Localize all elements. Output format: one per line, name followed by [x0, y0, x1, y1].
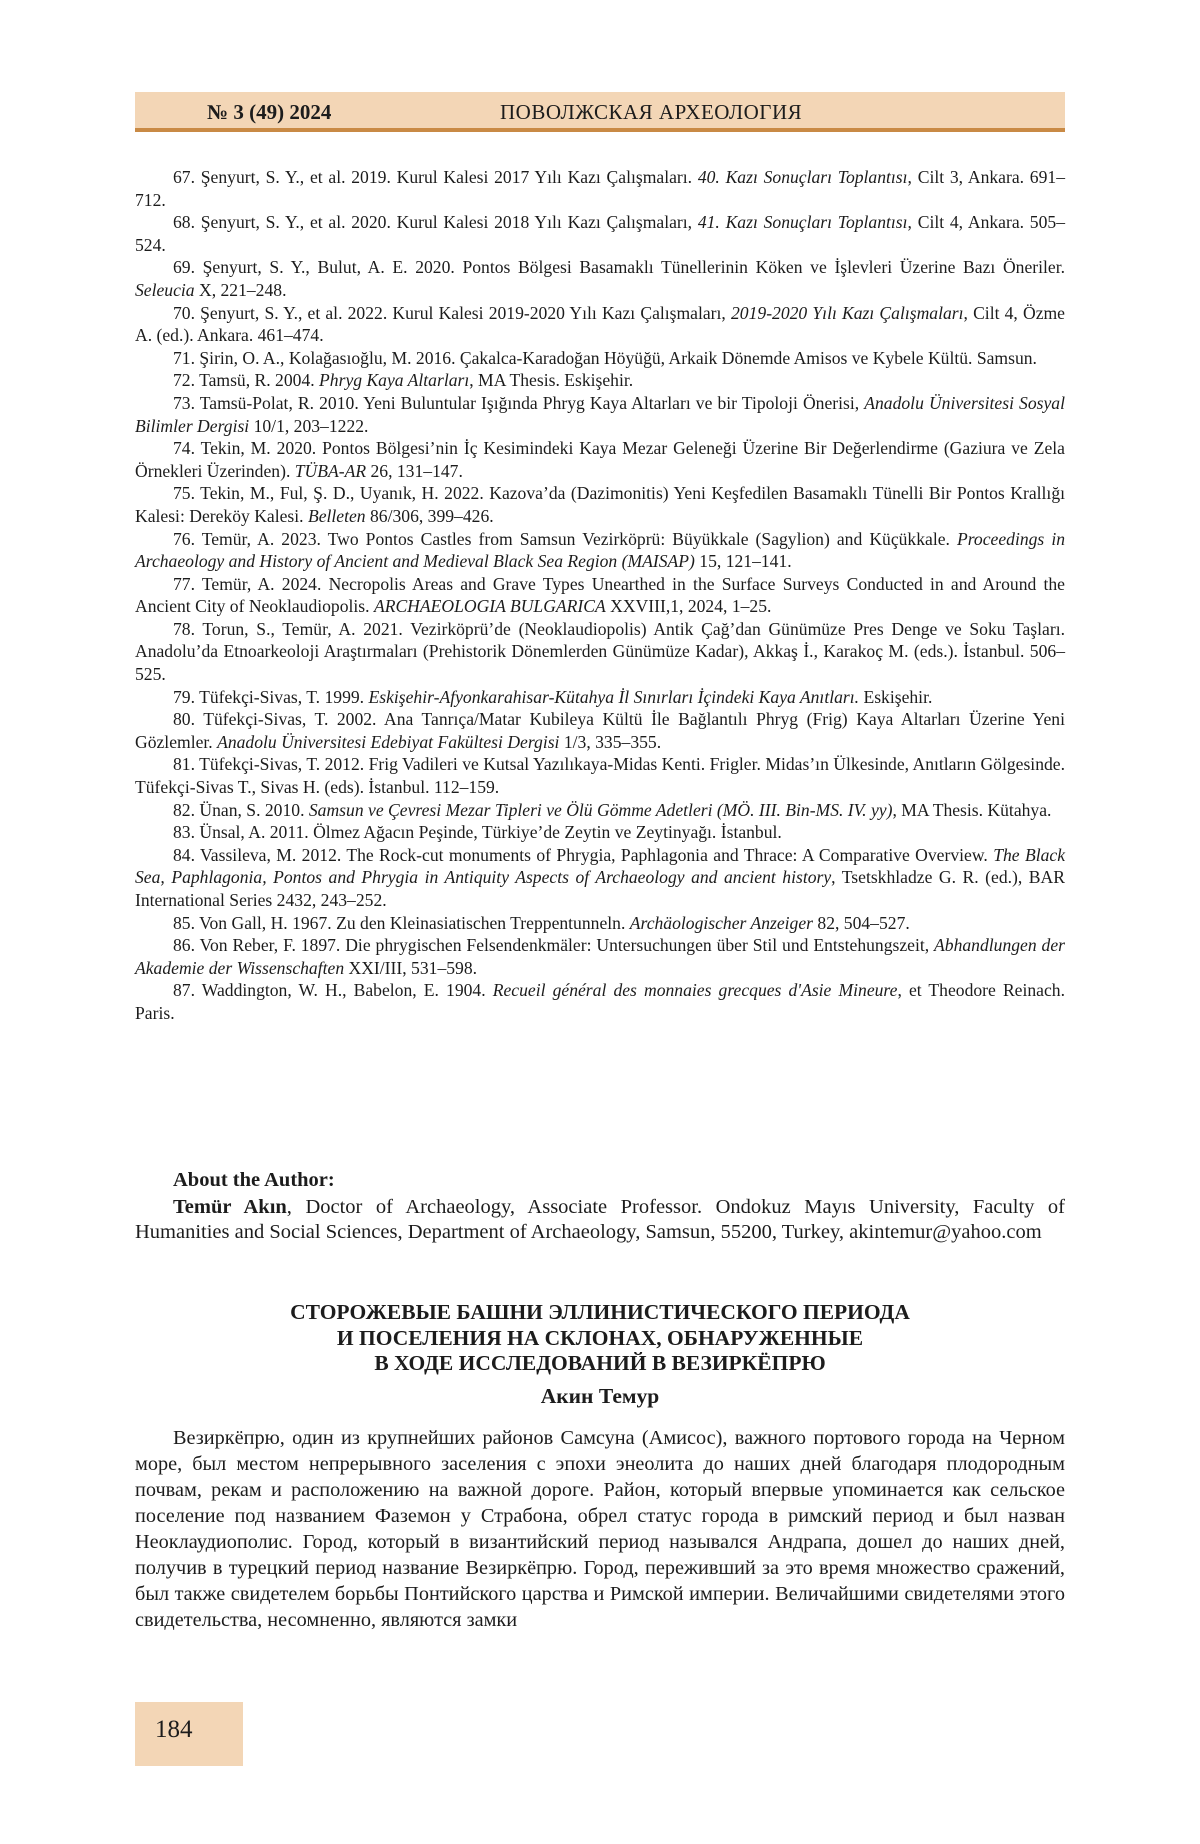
reference-source-title: ARCHAEOLOGIA BULGARICA — [374, 596, 606, 616]
reference-source-title: 2019-2020 Yılı Kazı Çalışmaları — [731, 303, 964, 323]
running-header — [135, 92, 1065, 132]
reference-source-title: Abhandlungen der Akademie der Wissenschaften — [135, 935, 1065, 978]
reference-details: , MA Thesis. Kütahya. — [892, 800, 1051, 820]
reference-text: 69. Şenyurt, S. Y., Bulut, A. E. 2020. Pontos Bölgesi Basamaklı Tünellerinin Köken ve İşlevleri Üzerine Bazı Öneriler. — [173, 257, 1065, 277]
reference-text: 72. Tamsü, R. 2004. — [173, 370, 319, 390]
reference-item — [135, 686, 1065, 709]
reference-text: 80. Tüfekçi-Sivas, T. 2002. Ana Tanrıça/Matar Kubileya Kültü İle Bağlantılı Phryg (Frig) Kaya Altarları Üzerine Yeni Gözlemler. — [135, 709, 1065, 752]
reference-text: 68. Şenyurt, S. Y., et al. 2020. Kurul Kalesi 2018 Yılı Kazı Çalışmaları, — [173, 212, 698, 232]
reference-item — [135, 753, 1065, 798]
reference-text: 74. Tekin, M. 2020. Pontos Bölgesi’nin İç Kesimindeki Kaya Mezar Geleneği Üzerine Bir Değerlendirme (Gaziura ve Zela Örnekleri Üzerinden). — [135, 438, 1065, 481]
reference-item — [135, 618, 1065, 686]
reference-text: 81. Tüfekçi-Sivas, T. 2012. Frig Vadileri ve Kutsal Yazılıkaya-Midas Kenti. Frigler. Midas’ın Ülkesinde, Anıtların Gölgesinde. Tüfekçi-Sivas T., Sivas H. (eds). İstanbul. 112–159. — [135, 754, 1065, 797]
reference-source-title: Anadolu Üniversitesi Edebiyat Fakültesi Dergisi — [217, 732, 559, 752]
page-number-box — [135, 1702, 243, 1766]
reference-details: , Tsetskhladze G. R. (ed.), BAR International Series 2432, 243–252. — [135, 867, 1065, 910]
reference-details: 1/3, 335–355. — [559, 732, 661, 752]
reference-details: 86/306, 399–426. — [366, 506, 494, 526]
reference-source-title: Eskişehir-Afyonkarahisar-Kütahya İl Sınırları İçindeki Kaya Anıtları. — [368, 687, 859, 707]
reference-item — [135, 821, 1065, 844]
title-line-2: И ПОСЕЛЕНИЯ НА СКЛОНАХ, ОБНАРУЖЕННЫЕ — [135, 1326, 1065, 1352]
reference-item — [135, 844, 1065, 912]
reference-item — [135, 347, 1065, 370]
reference-details: 10/1, 203–1222. — [249, 416, 368, 436]
article-title — [135, 1300, 1065, 1409]
reference-item — [135, 392, 1065, 437]
reference-item — [135, 528, 1065, 573]
reference-text: 83. Ünsal, A. 2011. Ölmez Ağacın Peşinde, Türkiye’de Zeytin ve Zeytinyağı. İstanbul. — [173, 822, 782, 842]
reference-details: 15, 121–141. — [695, 551, 792, 571]
reference-source-title: Anadolu Üniversitesi Sosyal Bilimler Dergisi — [135, 393, 1065, 436]
title-line-1: СТОРОЖЕВЫЕ БАШНИ ЭЛЛИНИСТИЧЕСКОГО ПЕРИОДА — [135, 1300, 1065, 1326]
reference-source-title: TÜBA-AR — [295, 461, 366, 481]
reference-source-title: The Black Sea, Paphlagonia, Pontos and Phrygia in Antiquity Aspects of Archaeology and ancient history — [135, 845, 1065, 888]
reference-item — [135, 369, 1065, 392]
abstract-text: Везиркёпрю, один из крупнейших районов Самсуна (Амисос), важного портового города на Черном море, был местом непрерывного заселения с эпохи энеолита до наших дней благодаря плодородным почвам, рекам и расположению на важной дороге. Район, который впервые упоминается как сельское поселение под названием Фаземон у Страбона, обрел статус города в римский период и был назван Неоклаудиополис. Город, который в византийский период назывался Андрапа, дошел до наших дней, получив в турецкий период название Везиркёпрю. Город, переживший за это время множество сражений, был также свидетелем борьбы Понтийского царства и Римской империи. Величайшими свидетелями этого свидетельства, несомненно, являются замки — [135, 1425, 1065, 1633]
author-bio-text: , Doctor of Archaeology, Associate Professor. Ondokuz Mayıs University, Faculty of Humanities and Social Sciences, Department of Archaeology, Samsun, 55200, Turkey, akintemur@yahoo.com — [135, 1196, 1065, 1243]
reference-item — [135, 211, 1065, 256]
reference-item — [135, 256, 1065, 301]
reference-item — [135, 482, 1065, 527]
reference-text: 84. Vassileva, M. 2012. The Rock-cut monuments of Phrygia, Paphlagonia and Thrace: A Comparative Overview. — [173, 845, 993, 865]
journal-title: ПОВОЛЖСКАЯ АРХЕОЛОГИЯ — [500, 100, 802, 125]
reference-item — [135, 302, 1065, 347]
reference-details: , Cilt 4, Özme A. (ed.). Ankara. 461–474. — [135, 303, 1065, 346]
page-number: 184 — [155, 1716, 193, 1744]
reference-list — [135, 166, 1065, 1025]
reference-text: 76. Temür, A. 2023. Two Pontos Castles from Samsun Vezirköprü: Büyükkale (Sagylion) and Küçükkale. — [173, 529, 957, 549]
reference-text: 71. Şirin, O. A., Kolağasıoğlu, M. 2016. Çakalca-Karadoğan Höyüğü, Arkaik Dönemde Amisos ve Kybele Kültü. Samsun. — [173, 348, 1037, 368]
reference-source-title: Archäologischer Anzeiger — [630, 913, 813, 933]
reference-text: 79. Tüfekçi-Sivas, T. 1999. — [173, 687, 368, 707]
reference-item — [135, 934, 1065, 979]
reference-details: 82, 504–527. — [813, 913, 910, 933]
reference-text: 73. Tamsü-Polat, R. 2010. Yeni Buluntular Işığında Phryg Kaya Altarları ve bir Tipoloji Önerisi, — [173, 393, 864, 413]
author-bio — [135, 1195, 1065, 1245]
reference-source-title: Belleten — [308, 506, 366, 526]
reference-details: XXVIII,1, 2024, 1–25. — [606, 596, 772, 616]
reference-text: 75. Tekin, M., Ful, Ş. D., Uyanık, H. 2022. Kazova’da (Dazimonitis) Yeni Keşfedilen Basamaklı Tünelli Bir Pontos Krallığı Kalesi: Dereköy Kalesi. — [135, 483, 1065, 526]
reference-source-title: Samsun ve Çevresi Mezar Tipleri ve Ölü Gömme Adetleri (MÖ. III. Bin-MS. IV. yy) — [309, 800, 893, 820]
reference-item — [135, 166, 1065, 211]
reference-details: Eskişehir. — [859, 687, 932, 707]
reference-text: 77. Temür, A. 2024. Necropolis Areas and Grave Types Unearthed in the Surface Surveys Conducted in and Around the Ancient City of Neoklaudiopolis. — [135, 574, 1065, 617]
article-author: Акин Темур — [135, 1384, 1065, 1410]
reference-source-title: Phryg Kaya Altarları — [319, 370, 469, 390]
reference-item — [135, 437, 1065, 482]
reference-text: 78. Torun, S., Temür, A. 2021. Vezirköprü’de (Neoklaudiopolis) Antik Çağ’dan Günümüze Pres Denge ve Soku Taşları. Anadolu’da Etnoarkeoloji Araştırmaları (Prehistorik Dönemlerden Günümüze Kadar), Akkaş İ., Karakoç M. (eds.). İstanbul. 506–525. — [135, 619, 1065, 684]
reference-text: 87. Waddington, W. H., Babelon, E. 1904. — [173, 980, 493, 1000]
reference-text: 70. Şenyurt, S. Y., et al. 2022. Kurul Kalesi 2019-2020 Yılı Kazı Çalışmaları, — [173, 303, 731, 323]
issue-number: № 3 (49) 2024 — [207, 100, 331, 125]
reference-source-title: Seleucia — [135, 280, 195, 300]
reference-details: X, 221–248. — [195, 280, 287, 300]
author-name: Temür Akın — [173, 1196, 287, 1218]
reference-details: , et Theodore Reinach. Paris. — [135, 980, 1065, 1023]
about-author-section — [135, 1168, 1065, 1245]
title-line-3: В ХОДЕ ИССЛЕДОВАНИЙ В ВЕЗИРКЁПРЮ — [135, 1351, 1065, 1377]
reference-item — [135, 912, 1065, 935]
reference-text: 85. Von Gall, H. 1967. Zu den Kleinasiatischen Treppentunneln. — [173, 913, 630, 933]
reference-source-title: 40. Kazı Sonuçları Toplantısı — [698, 167, 908, 187]
reference-text: 82. Ünan, S. 2010. — [173, 800, 309, 820]
reference-details: , MA Thesis. Eskişehir. — [469, 370, 633, 390]
reference-source-title: Recueil général des monnaies grecques d'Asie Mineure — [493, 980, 898, 1000]
reference-item — [135, 799, 1065, 822]
reference-details: XXI/III, 531–598. — [344, 958, 477, 978]
reference-item — [135, 573, 1065, 618]
reference-text: 67. Şenyurt, S. Y., et al. 2019. Kurul Kalesi 2017 Yılı Kazı Çalışmaları. — [173, 167, 698, 187]
reference-item — [135, 979, 1065, 1024]
reference-text: 86. Von Reber, F. 1897. Die phrygischen Felsendenkmäler: Untersuchungen über Stil und Entstehungszeit, — [173, 935, 934, 955]
reference-details: , Cilt 4, Ankara. 505–524. — [135, 212, 1065, 255]
reference-source-title: 41. Kazı Sonuçları Toplantısı — [698, 212, 908, 232]
about-author-heading: About the Author: — [135, 1168, 1065, 1193]
reference-item — [135, 708, 1065, 753]
reference-details: 26, 131–147. — [366, 461, 463, 481]
reference-source-title: Proceedings in Archaeology and History of Ancient and Medieval Black Sea Region (MAISAP) — [135, 529, 1065, 572]
reference-details: , Cilt 3, Ankara. 691–712. — [135, 167, 1065, 210]
